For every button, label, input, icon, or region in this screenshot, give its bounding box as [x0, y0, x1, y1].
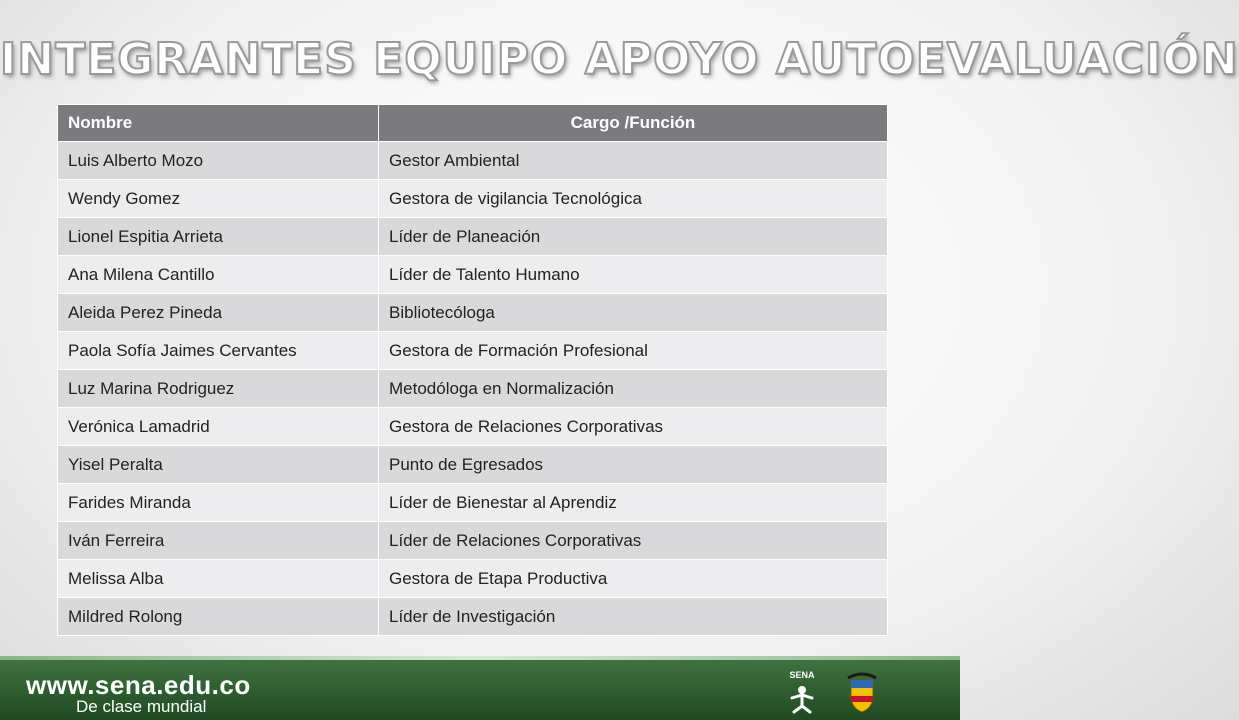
table-row: [58, 560, 888, 598]
team-table: [57, 104, 888, 636]
cell-role: Gestora de Relaciones Corporativas: [379, 408, 888, 446]
table-header-row: [58, 105, 888, 142]
cell-role: Líder de Talento Humano: [379, 256, 888, 294]
cell-name: Ana Milena Cantillo: [58, 256, 379, 294]
footer-url-link[interactable]: www.sena.edu.co: [26, 670, 251, 700]
page-title: INTEGRANTES EQUIPO APOYO AUTOEVALUACIÓN: [0, 34, 1239, 85]
table-row: [58, 256, 888, 294]
cell-name: Wendy Gomez: [58, 180, 379, 218]
footer-slogan: De clase mundial: [76, 697, 207, 716]
table-row: [58, 522, 888, 560]
cell-name: Lionel Espitia Arrieta: [58, 218, 379, 256]
cell-role: Líder de Relaciones Corporativas: [379, 522, 888, 560]
cell-role: Metodóloga en Normalización: [379, 370, 888, 408]
table-row: [58, 598, 888, 636]
cell-role: Líder de Planeación: [379, 218, 888, 256]
sena-logo-icon: [780, 668, 824, 716]
cell-role: Bibliotecóloga: [379, 294, 888, 332]
cell-name: Iván Ferreira: [58, 522, 379, 560]
cell-name: Mildred Rolong: [58, 598, 379, 636]
cell-name: Farides Miranda: [58, 484, 379, 522]
table-row: [58, 180, 888, 218]
table-row: [58, 294, 888, 332]
column-header-name: Nombre: [58, 105, 379, 142]
cell-role: Gestora de vigilancia Tecnológica: [379, 180, 888, 218]
table-row: [58, 218, 888, 256]
cell-name: Paola Sofía Jaimes Cervantes: [58, 332, 379, 370]
team-table-container: [57, 104, 887, 636]
cell-role: Punto de Egresados: [379, 446, 888, 484]
cell-role: Líder de Bienestar al Aprendiz: [379, 484, 888, 522]
table-row: [58, 332, 888, 370]
table-row: [58, 446, 888, 484]
table-row: [58, 142, 888, 180]
table-row: [58, 408, 888, 446]
cell-role: Líder de Investigación: [379, 598, 888, 636]
cell-role: Gestora de Etapa Productiva: [379, 560, 888, 598]
cell-name: Yisel Peralta: [58, 446, 379, 484]
colombia-coat-of-arms-icon: [842, 670, 882, 714]
cell-name: Aleida Perez Pineda: [58, 294, 379, 332]
cell-role: Gestora de Formación Profesional: [379, 332, 888, 370]
cell-name: Luz Marina Rodriguez: [58, 370, 379, 408]
cell-name: Verónica Lamadrid: [58, 408, 379, 446]
sena-logo-text: SENA: [789, 670, 815, 680]
table-row: [58, 370, 888, 408]
table-row: [58, 484, 888, 522]
column-header-role: Cargo /Función: [379, 105, 888, 142]
cell-name: Melissa Alba: [58, 560, 379, 598]
cell-role: Gestor Ambiental: [379, 142, 888, 180]
cell-name: Luis Alberto Mozo: [58, 142, 379, 180]
